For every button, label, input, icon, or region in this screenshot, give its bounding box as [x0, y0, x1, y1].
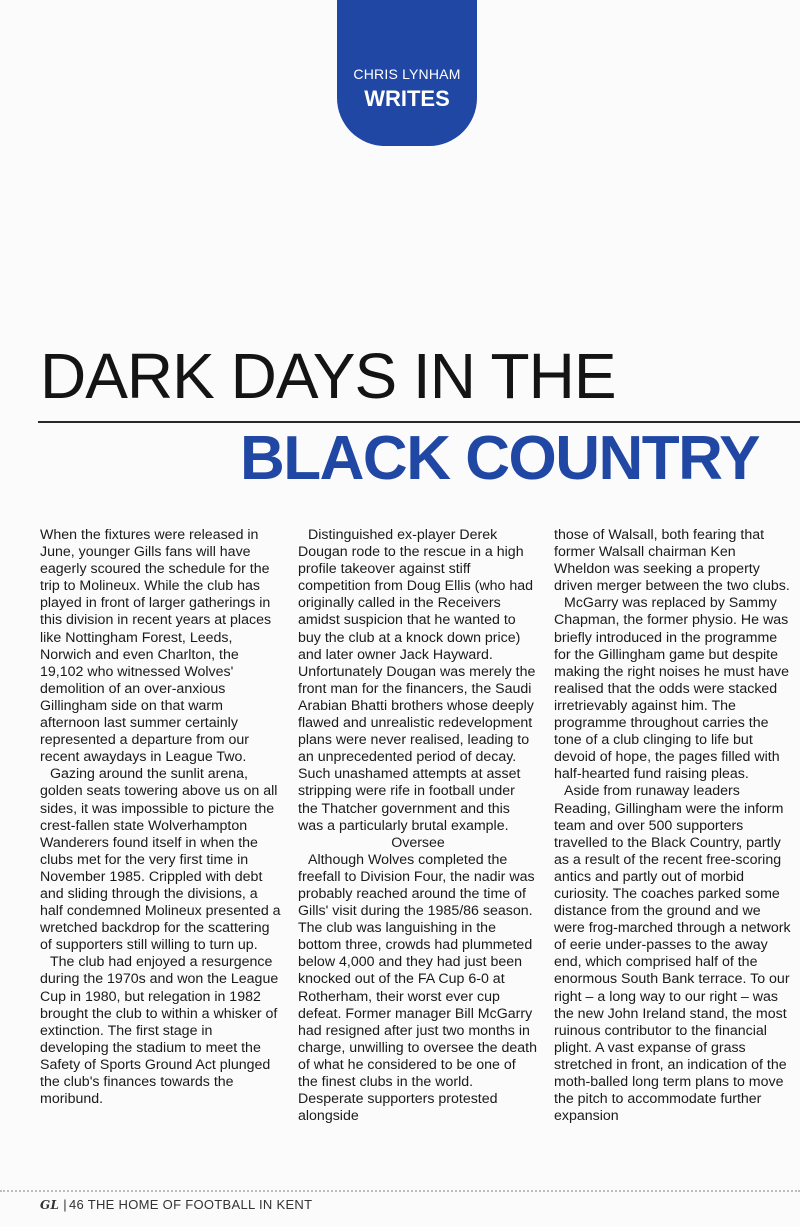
article-column-1 [40, 527, 284, 1108]
paragraph: Gazing around the sunlit arena, golden seats towering above us on all sides, it was impossible to picture the crest-fallen state Wolverhampton Wanderers found itself in when the clubs met for the very first time in November 1985. Crippled with debt and sliding through the divisions, a half condemned Molineux presented a wretched backdrop for the scattering of supporters still willing to turn up. [40, 766, 281, 954]
article-column-2 [298, 527, 538, 1125]
headline-divider [38, 421, 800, 423]
paragraph: When the fixtures were released in June, younger Gills fans will have eagerly scoured the schedule for the trip to Molineux. While the club has played in front of larger gatherings in this division in recent years at places like Nottingham Forest, Leeds, Norwich and even Charlton, the 19,102 who witnessed Wolves' demolition of an over-anxious Gillingham side on that warm afternoon last summer certainly represented a departure from our recent awaydays in League Two. [40, 527, 272, 766]
paragraph: those of Walsall, both fearing that former Walsall chairman Ken Wheldon was seeking a property driven merger between the two clubs. [554, 527, 790, 595]
footer-separator: | [63, 1197, 67, 1212]
footer-tagline: THE HOME OF FOOTBALL IN KENT [87, 1197, 313, 1212]
author-writes-label: WRITES [364, 86, 450, 111]
author-name: CHRIS LYNHAM [353, 66, 461, 82]
author-badge [337, 0, 477, 146]
subheading: Oversee [391, 834, 445, 851]
paragraph: McGarry was replaced by Sammy Chapman, the former physio. He was briefly introduced in the programme for the Gillingham game but despite making the right noises he must have realised that the odds were stacked irretrievably against him. The programme throughout carries the tone of a club clinging to life but devoid of hope, the pages filled with half-hearted fund raising pleas. [554, 595, 790, 783]
paragraph: Aside from runaway leaders Reading, Gillingham were the inform team and over 500 supporters travelled to the Black Country, partly as a result of the recent free-scoring antics and partly out of morbid curiosity. The coaches parked some distance from the ground and we were frog-marched through a network of eerie under-passes to the away end, which comprised half of the enormous South Bank terrace. To our right – a long way to our right – was the new John Ireland stand, the most ruinous contributor to the financial plight. A vast expanse of grass stretched in front, an indication of the moth-balled long term plans to move the pitch to accommodate further expansion [554, 783, 791, 1125]
headline-line-2: BLACK COUNTRY [240, 424, 759, 493]
headline-line-1: DARK DAYS IN THE [40, 340, 616, 412]
club-logo-icon: GL [40, 1198, 60, 1212]
page-footer [40, 1197, 312, 1212]
paragraph: The club had enjoyed a resurgence during the 1970s and won the League Cup in 1980, but relegation in 1982 brought the club to within a whisker of extinction. The first stage in developing the stadium to meet the Safety of Sports Ground Act plunged the club's finances towards the moribund. [40, 954, 279, 1108]
page-number: 46 [68, 1197, 85, 1212]
article-column-3 [554, 527, 794, 1125]
footer-divider [0, 1190, 800, 1192]
paragraph: Distinguished ex-player Derek Dougan rode to the rescue in a high profile takeover against stiff competition from Doug Ellis (who had originally called in the Receivers amidst suspicion that he wanted to buy the club at a knock down price) and later owner Jack Hayward. Unfortunately Dougan was merely the front man for the financers, the Saudi Arabian Bhatti brothers whose deeply flawed and unrealistic redevelopment plans were never realised, leading to an unprecedented period of decay. Such unashamed attempts at asset stripping were rife in football under the Thatcher government and this was a particularly brutal example. [298, 527, 536, 834]
paragraph: Although Wolves completed the freefall to Division Four, the nadir was probably reached around the time of Gills' visit during the 1985/86 season. The club was languishing in the bottom three, crowds had plummeted below 4,000 and they had just been knocked out of the FA Cup 6-0 at Rotherham, their worst ever cup defeat. Former manager Bill McGarry had resigned after just two months in charge, unwilling to oversee the death of what he considered to be one of the finest clubs in the world. Desperate supporters protested alongside [298, 851, 537, 1125]
